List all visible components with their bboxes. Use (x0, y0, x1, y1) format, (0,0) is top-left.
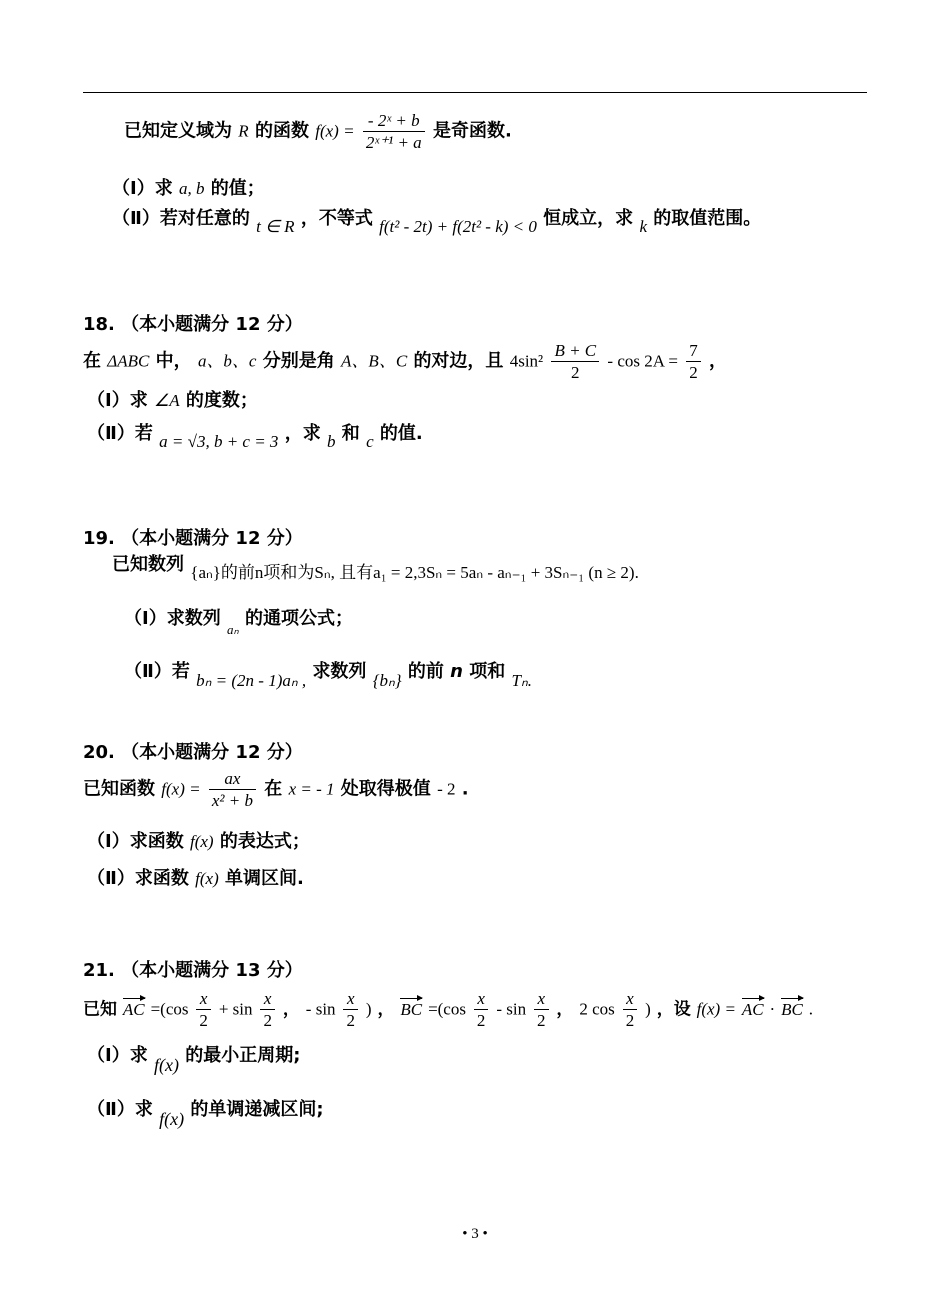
math-fraction (260, 990, 275, 1029)
text: ，求 (284, 423, 321, 444)
text: （Ⅱ）若 (124, 661, 190, 682)
text: 恒成立，求 (543, 208, 634, 229)
math-paren: ) (365, 999, 372, 1019)
frac-denominator: 2 (346, 1011, 355, 1030)
frac-numerator: x (534, 990, 549, 1010)
p17-q1 (112, 180, 265, 198)
text: 求数列 (312, 661, 367, 682)
text: 已知 (83, 999, 117, 1020)
math-sin: - sin (496, 999, 527, 1019)
p20-statement (83, 770, 469, 809)
math-fx: f(x) (195, 869, 219, 888)
p18-statement (83, 342, 727, 381)
math-cos: 2 cos (579, 999, 615, 1019)
math-fx: f(x) (153, 1055, 179, 1075)
math-period: . (808, 999, 814, 1019)
math-sides: a、b、c (197, 351, 257, 371)
math-bn: {bₙ} (372, 671, 402, 690)
math-point: x = - 1 (288, 779, 335, 799)
math-angle: ∠A (153, 391, 180, 410)
math-fraction (623, 990, 638, 1029)
math-fx: f(x) (159, 1109, 185, 1129)
p21-q1 (87, 1045, 301, 1075)
math-fraction (474, 990, 489, 1029)
math-sin: + sin (218, 999, 253, 1019)
math-angles: A、B、C (341, 351, 408, 371)
text: 的值； (210, 178, 265, 199)
p17-q2 (112, 208, 762, 236)
text: 在 (264, 778, 283, 800)
frac-denominator: 2 (571, 363, 580, 382)
math-fraction (343, 990, 358, 1029)
text: 在 (83, 350, 101, 372)
math-bn-def: bₙ = (2n - 1)aₙ , (196, 671, 307, 690)
frac-denominator: 2 (263, 1011, 272, 1030)
math-fraction (534, 990, 549, 1029)
math-cos: =(cos (428, 999, 466, 1019)
frac-numerator: x (474, 990, 489, 1010)
frac-numerator: x (196, 990, 211, 1010)
frac-numerator: - 2ˣ + b (363, 112, 425, 132)
math-seq: aₙ (226, 622, 239, 637)
text: 的值. (379, 423, 423, 444)
math-cos: =(cos (150, 999, 189, 1019)
p18-header: 18. （本小题满分 12 分） (83, 314, 303, 335)
math-vars: a, b (178, 179, 205, 198)
text: . (461, 778, 469, 800)
frac-denominator: 2 (476, 1011, 486, 1030)
text: ，不等式 (300, 208, 373, 229)
text: 已知数列 (112, 554, 184, 575)
text: 的单调递减区间; (190, 1099, 324, 1120)
frac-numerator: ax (209, 770, 256, 790)
math-condition: a = √3, b + c = 3 (159, 432, 279, 451)
math-fraction (209, 770, 256, 809)
text: 已知定义域为 (124, 120, 232, 142)
text: （Ⅰ）求 (87, 1045, 148, 1066)
vector-ac: AC (123, 997, 145, 1018)
vector-bc: BC (400, 997, 422, 1018)
frac-numerator: 7 (686, 342, 701, 362)
text: ， (708, 350, 727, 372)
text: 单调区间. (225, 868, 304, 889)
math-fraction (686, 342, 701, 381)
math-func-lhs: f(x) = (315, 121, 355, 141)
p18-q1 (87, 392, 258, 410)
text: 的取值范围。 (653, 208, 762, 229)
math-dot: · (769, 999, 776, 1019)
text: （Ⅱ）若对任意的 (112, 208, 250, 229)
page-number: • 3 • (462, 1226, 488, 1242)
math-4sin2: 4sin² (509, 351, 544, 371)
text: 的函数 (254, 120, 309, 142)
text: 是奇函数. (432, 120, 512, 142)
math-b: b (327, 432, 336, 451)
text: （Ⅱ）求 (87, 1099, 153, 1120)
frac-denominator: 2 (537, 1011, 546, 1030)
text: 的通项公式； (244, 608, 353, 629)
text: ， (556, 999, 574, 1020)
frac-denominator: 2ˣ⁺¹ + a (365, 133, 422, 152)
math-func-lhs: f(x) = (161, 779, 201, 799)
p21-q2 (87, 1099, 324, 1129)
frac-denominator: 2 (625, 1011, 635, 1030)
p17-statement (124, 112, 512, 151)
frac-numerator: x (260, 990, 275, 1010)
text: 的表达式； (219, 831, 310, 852)
p21-header: 21. （本小题满分 13 分） (83, 960, 303, 981)
text: 的前 (407, 661, 444, 682)
frac-numerator: x (343, 990, 358, 1010)
text: （Ⅰ）求 (87, 390, 148, 411)
math-fx-eq: f(x) = (696, 999, 736, 1019)
text: （Ⅱ）若 (87, 423, 153, 444)
math-cos2a: - cos 2A = (607, 351, 678, 371)
math-triangle: ΔABC (107, 351, 150, 371)
math-inequality: f(t² - 2t) + f(2t² - k) < 0 (379, 217, 537, 236)
p19-q2 (124, 661, 533, 690)
text: 项和 (469, 661, 506, 682)
math-tn: Tₙ. (511, 671, 533, 690)
text: （Ⅰ）求函数 (87, 831, 184, 852)
text: ， (377, 999, 395, 1020)
text: 分别是角 (262, 350, 335, 372)
p19-statement (112, 554, 639, 582)
math-fraction (196, 990, 211, 1029)
text: ， (282, 999, 300, 1020)
text: （Ⅰ）求数列 (124, 608, 221, 629)
math-sin: - sin (305, 999, 336, 1019)
text: （Ⅱ）求函数 (87, 868, 189, 889)
p19-q1 (124, 608, 353, 637)
text: 已知函数 (83, 778, 155, 800)
math-fraction (551, 342, 599, 381)
math-condition: t ∈ R (256, 217, 295, 236)
text: ，设 (656, 999, 691, 1020)
text: 中， (155, 350, 192, 372)
math-value: - 2 (437, 779, 456, 799)
math-k: k (639, 217, 647, 236)
frac-denominator: x² + b (211, 791, 253, 810)
p18-q2 (87, 423, 423, 451)
frac-numerator: B + C (551, 342, 599, 362)
p19-header: 19. （本小题满分 12 分） (83, 528, 303, 549)
frac-denominator: 2 (689, 363, 698, 382)
top-rule (83, 92, 867, 93)
text: 的度数； (185, 390, 258, 411)
p20-q1 (87, 833, 310, 851)
text-n: n (450, 661, 463, 682)
math-domain: R (238, 121, 249, 141)
text: 和 (341, 423, 360, 444)
p20-q2 (87, 870, 304, 888)
vector-ac: AC (742, 997, 764, 1018)
text: （Ⅰ）求 (112, 178, 173, 199)
frac-denominator: 2 (199, 1011, 208, 1030)
frac-numerator: x (623, 990, 638, 1010)
math-sequence-def: {aₙ}的前n项和为Sₙ, 且有a₁ = 2,3Sₙ = 5aₙ - aₙ₋₁ + 3Sₙ₋₁ (n ≥ 2). (190, 563, 639, 582)
vector-bc: BC (781, 997, 803, 1018)
math-paren: ) (645, 999, 651, 1019)
math-fx: f(x) (189, 832, 214, 851)
p21-statement (83, 990, 813, 1029)
p20-header: 20. （本小题满分 12 分） (83, 742, 303, 763)
text: 的最小正周期; (185, 1045, 301, 1066)
text: 处取得极值 (340, 778, 431, 800)
math-c: c (366, 432, 374, 451)
math-fraction (363, 112, 425, 151)
text: 的对边，且 (413, 350, 504, 372)
